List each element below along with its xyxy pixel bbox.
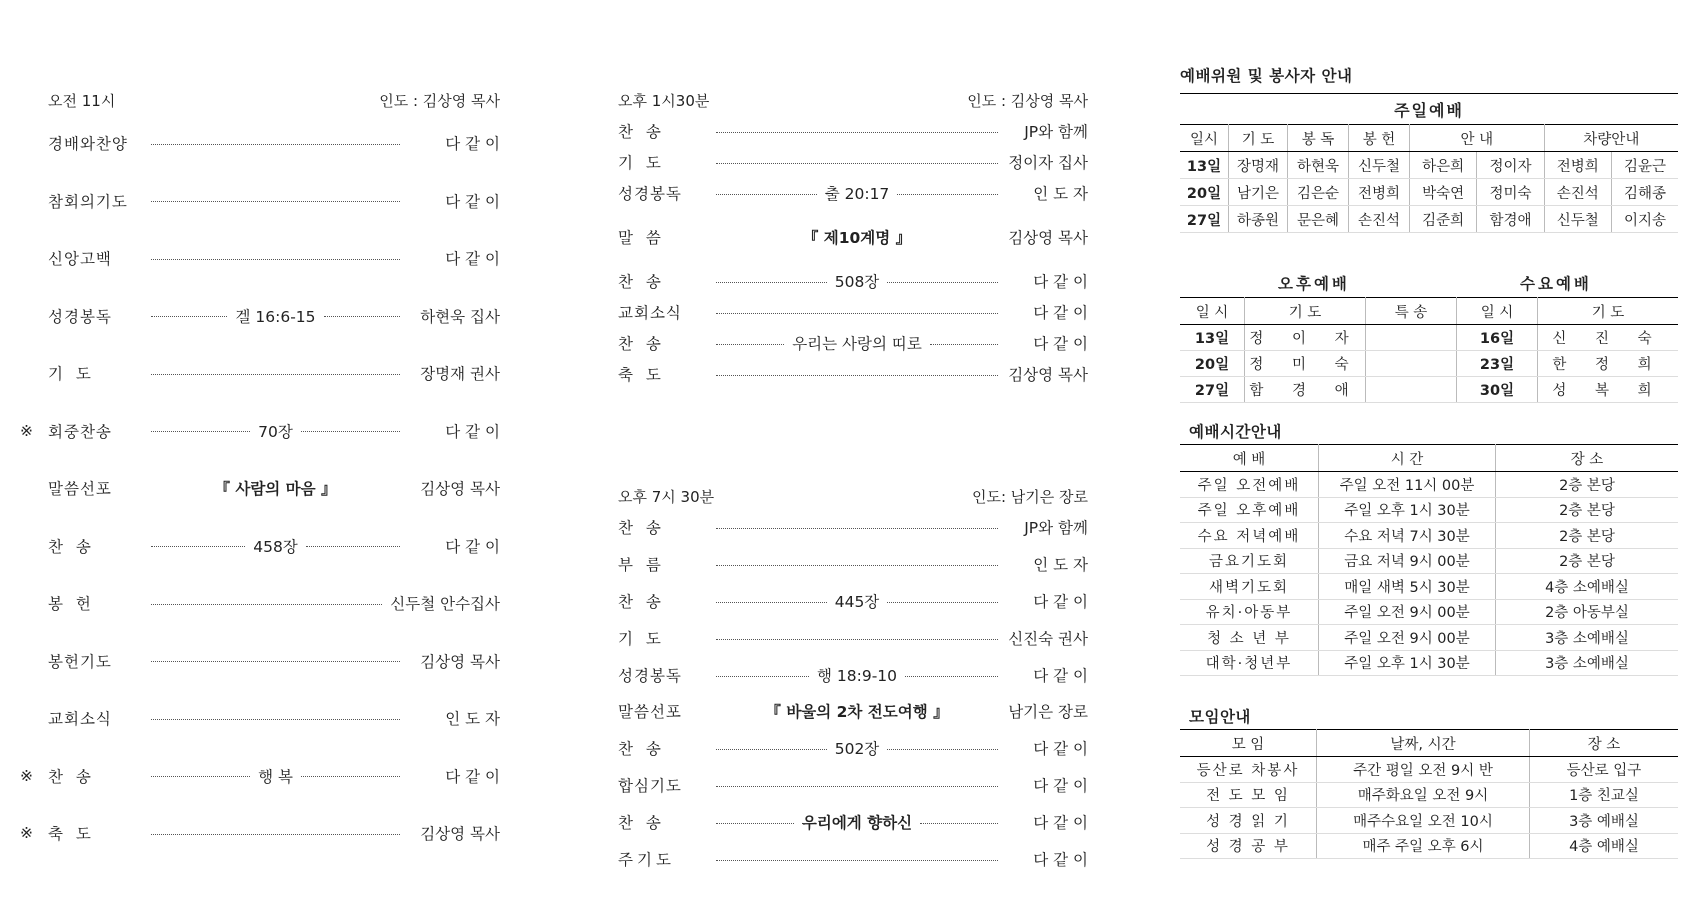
col-time: 시 간 <box>1319 445 1496 472</box>
order-detail: 445장 <box>834 593 880 611</box>
order-person: 다 같 이 <box>1033 814 1088 832</box>
order-label: 봉 헌 <box>48 595 95 613</box>
pm1-time: 오후 1시30분 <box>618 92 710 110</box>
order-person: 인 도 자 <box>445 710 500 728</box>
col-wed-prayer: 기 도 <box>1538 298 1679 325</box>
meeting-cell: 등산로 입구 <box>1530 757 1679 783</box>
leader-dots <box>151 776 250 777</box>
wed-caption: 수요예배 <box>1520 275 1592 293</box>
servant-cell: 하현욱 <box>1288 152 1349 179</box>
servant-cell: 김윤근 <box>1611 152 1678 179</box>
table-row <box>1180 152 1678 179</box>
pm1-service <box>618 84 1088 404</box>
servants-title: 예배위원 및 봉사자 안내 <box>1180 67 1353 85</box>
table-row <box>1180 179 1678 206</box>
pm7-order-row <box>618 737 1088 759</box>
servant-cell: 13일 <box>1180 152 1229 179</box>
servant-cell: 20일 <box>1180 179 1229 206</box>
am-order-row <box>48 592 500 614</box>
pm1-order-row <box>618 270 1088 292</box>
time-cell: 2층 본당 <box>1496 472 1679 498</box>
pm7-header <box>618 486 1088 507</box>
order-person: JP와 함께 <box>1024 123 1088 141</box>
col-wed-date: 일 시 <box>1457 298 1538 325</box>
order-person: 김상영 목사 <box>1008 229 1088 247</box>
afternoon-cell <box>1366 351 1457 377</box>
order-label: 참회의기도 <box>48 192 128 211</box>
servant-cell: 장명재 <box>1229 152 1288 179</box>
meeting-cell: 성 경 읽 기 <box>1180 808 1317 834</box>
afternoon-cell: 정 이 자 <box>1245 325 1366 351</box>
leader-dots <box>151 431 250 432</box>
order-label: 성경봉독 <box>618 185 682 203</box>
leader-dots <box>716 823 794 824</box>
order-label: 성경봉독 <box>618 667 682 685</box>
order-person: 김상영 목사 <box>420 480 500 498</box>
meetings-table <box>1180 729 1678 859</box>
order-person: 다 같 이 <box>1033 740 1088 758</box>
table-row <box>1180 377 1678 403</box>
am-order-row <box>48 650 500 672</box>
am-order-row <box>48 477 500 499</box>
table-row <box>1180 782 1678 808</box>
order-label: 찬 송 <box>618 123 665 141</box>
afternoon-cell <box>1366 377 1457 403</box>
leader-dots <box>716 565 998 566</box>
leader-dots <box>716 375 998 376</box>
time-cell: 주일 오후 1시 30분 <box>1319 497 1496 523</box>
am-header <box>48 90 500 111</box>
pm7-order-row <box>618 627 1088 649</box>
order-person: 다 같 이 <box>445 537 500 556</box>
table-row <box>1180 523 1678 549</box>
servant-cell: 문은혜 <box>1288 206 1349 233</box>
servant-cell: 전병희 <box>1544 152 1611 179</box>
am-order-row <box>20 822 500 844</box>
col-pm-date: 일 시 <box>1180 298 1245 325</box>
col-pm-prayer: 기 도 <box>1245 298 1366 325</box>
table-row <box>1180 472 1678 498</box>
table-row <box>1180 650 1678 676</box>
order-person: 남기은 장로 <box>1008 703 1088 721</box>
pm1-header <box>618 90 1088 111</box>
am-time: 오전 11시 <box>48 92 116 110</box>
order-label: 신앙고백 <box>48 250 112 268</box>
order-label: 회중찬송 <box>48 422 112 441</box>
table-row <box>1180 574 1678 600</box>
order-label: 교회소식 <box>618 304 682 322</box>
servant-cell: 하은희 <box>1410 152 1477 179</box>
leader-dots <box>716 313 998 314</box>
meeting-cell: 매주수요일 오전 10시 <box>1317 808 1530 834</box>
pm1-order-row <box>618 120 1088 142</box>
time-cell: 금요기도회 <box>1180 548 1319 574</box>
order-detail: 우리에게 향하신 <box>801 814 913 832</box>
time-cell: 2층 아동부실 <box>1496 599 1679 625</box>
servant-cell: 정이자 <box>1477 152 1544 179</box>
afternoon-cell: 23일 <box>1457 351 1538 377</box>
time-cell: 2층 본당 <box>1496 523 1679 549</box>
leader-dots <box>301 431 400 432</box>
order-person: 다 같 이 <box>445 422 501 441</box>
order-label: 찬 송 <box>618 593 665 611</box>
order-label: 말 씀 <box>618 229 665 247</box>
order-label: 찬 송 <box>618 740 665 758</box>
meeting-cell: 주간 평일 오전 9시 반 <box>1317 757 1530 783</box>
pm7-order-row <box>618 664 1088 686</box>
order-label: 찬 송 <box>618 273 665 291</box>
leader-dots <box>716 344 784 345</box>
col-datetime: 날짜, 시간 <box>1317 730 1530 757</box>
order-detail: 행 18:9-10 <box>816 667 898 685</box>
time-cell: 주일 오후예배 <box>1180 497 1319 523</box>
order-label: 축 도 <box>618 366 665 384</box>
pm1-order-row <box>618 151 1088 173</box>
order-label: 경배와찬양 <box>48 135 128 153</box>
servant-cell: 남기은 <box>1229 179 1288 206</box>
time-cell: 수요 저녁예배 <box>1180 523 1319 549</box>
time-cell: 주일 오전 11시 00분 <box>1319 472 1496 498</box>
pm1-order-row <box>618 301 1088 323</box>
time-cell: 금요 저녁 9시 00분 <box>1319 548 1496 574</box>
table-row <box>1180 808 1678 834</box>
times-table <box>1180 444 1678 676</box>
pm7-order-row <box>618 590 1088 612</box>
am-order-row <box>48 247 500 269</box>
col-car: 차량안내 <box>1544 125 1678 152</box>
servant-cell: 김해종 <box>1611 179 1678 206</box>
order-person: 김상영 목사 <box>420 652 500 671</box>
afternoon-cell <box>1366 325 1457 351</box>
leader-dots <box>887 749 998 750</box>
leader-dots <box>716 676 809 677</box>
pm7-order-row <box>618 700 1088 722</box>
leader-dots <box>324 316 400 317</box>
order-label: 찬 송 <box>48 537 95 556</box>
col-meeting-place: 장 소 <box>1530 730 1679 757</box>
leader-dots <box>920 823 998 824</box>
servant-cell: 하종원 <box>1229 206 1288 233</box>
order-person: 김상영 목사 <box>1008 366 1088 384</box>
pm7-order-row <box>618 553 1088 575</box>
order-detail: 행 복 <box>258 767 293 786</box>
standing-mark: ※ <box>20 766 33 785</box>
leader-dots <box>151 144 400 145</box>
am-order-row <box>20 765 500 787</box>
afternoon-cell: 정 미 숙 <box>1245 351 1366 377</box>
time-cell: 매일 새벽 5시 30분 <box>1319 574 1496 600</box>
leader-dots <box>151 374 400 375</box>
afternoon-cell: 27일 <box>1180 377 1245 403</box>
time-cell: 수요 저녁 7시 30분 <box>1319 523 1496 549</box>
leader-dots <box>151 201 400 202</box>
leader-dots <box>151 259 400 260</box>
pm1-order-row <box>618 332 1088 354</box>
order-person: 김상영 목사 <box>420 825 500 843</box>
order-label: 교회소식 <box>48 710 112 728</box>
afternoon-cell: 성 복 희 <box>1538 377 1679 403</box>
am-service <box>20 84 501 864</box>
order-label: 주기도 <box>618 851 675 869</box>
order-person: 다 같 이 <box>445 250 500 268</box>
col-meeting: 모 임 <box>1180 730 1317 757</box>
order-detail: 출 20:17 <box>824 185 890 203</box>
time-cell: 3층 소예배실 <box>1496 650 1679 676</box>
meeting-cell: 매주 주일 오후 6시 <box>1317 833 1530 859</box>
order-detail: 겔 16:6-15 <box>235 307 316 326</box>
order-detail: 우리는 사랑의 띠로 <box>792 335 922 353</box>
order-label: 성경봉독 <box>48 307 112 326</box>
meeting-cell: 4층 예배실 <box>1530 833 1679 859</box>
order-person: 인 도 자 <box>1033 556 1088 574</box>
afternoon-cell: 함 경 애 <box>1245 377 1366 403</box>
col-prayer: 기 도 <box>1229 125 1288 152</box>
order-label: 찬 송 <box>618 814 665 832</box>
leader-dots <box>887 602 998 603</box>
servant-cell: 박숙연 <box>1410 179 1477 206</box>
table-row <box>1180 351 1678 377</box>
order-label: 부 름 <box>618 556 665 574</box>
meeting-cell: 전 도 모 임 <box>1180 782 1317 808</box>
leader-dots <box>887 282 998 283</box>
table-row <box>1180 757 1678 783</box>
order-person: 다 같 이 <box>1033 777 1088 795</box>
servant-cell: 전병희 <box>1349 179 1410 206</box>
order-label: 합심기도 <box>618 777 682 795</box>
afternoon-cell: 한 정 희 <box>1538 351 1679 377</box>
sermon-title: 『 바울의 2차 전도여행 』 <box>765 703 949 721</box>
afternoon-table <box>1180 297 1678 403</box>
leader-dots <box>716 786 998 787</box>
servant-cell: 손진석 <box>1544 179 1611 206</box>
order-person: 다 같 이 <box>1033 593 1088 611</box>
order-label: 찬 송 <box>618 335 665 353</box>
times-title: 예배시간안내 <box>1189 423 1282 441</box>
pm7-time: 오후 7시 30분 <box>618 488 715 506</box>
meeting-cell: 3층 예배실 <box>1530 808 1679 834</box>
table-row <box>1180 206 1678 233</box>
order-label: 찬 송 <box>48 767 95 786</box>
order-person: 인 도 자 <box>1033 185 1089 203</box>
table-row <box>1180 497 1678 523</box>
afternoon-cell: 13일 <box>1180 325 1245 351</box>
sermon-title: 『 제10계명 』 <box>802 229 912 247</box>
meeting-cell: 1층 친교실 <box>1530 782 1679 808</box>
time-cell: 대학·청년부 <box>1180 650 1319 676</box>
order-detail: 508장 <box>834 273 880 291</box>
standing-mark: ※ <box>20 421 33 440</box>
leader-dots <box>716 528 998 529</box>
time-cell: 주일 오후 1시 30분 <box>1319 650 1496 676</box>
order-person: 다 같 이 <box>1033 335 1089 353</box>
order-person: 다 같 이 <box>445 767 500 786</box>
table-row <box>1180 548 1678 574</box>
order-person: 다 같 이 <box>1033 851 1088 869</box>
leader-dots <box>151 316 227 317</box>
servant-cell: 김은순 <box>1288 179 1349 206</box>
order-label: 말씀선포 <box>618 703 682 721</box>
servant-cell: 신두철 <box>1349 152 1410 179</box>
servant-cell: 이지송 <box>1611 206 1678 233</box>
leader-dots <box>151 546 245 547</box>
order-person: 신진숙 권사 <box>1008 630 1088 648</box>
leader-dots <box>716 282 827 283</box>
time-cell: 주일 오전 9시 00분 <box>1319 599 1496 625</box>
order-person: 다 같 이 <box>445 192 500 211</box>
order-detail: 70장 <box>258 422 293 441</box>
col-date: 일시 <box>1180 125 1229 152</box>
order-detail: 502장 <box>834 740 880 758</box>
servant-cell: 신두철 <box>1544 206 1611 233</box>
servant-cell: 정미숙 <box>1477 179 1544 206</box>
meeting-cell: 등산로 차봉사 <box>1180 757 1317 783</box>
order-detail: 458장 <box>253 537 298 556</box>
servants-table <box>1180 93 1678 233</box>
standing-mark: ※ <box>20 824 33 842</box>
leader-dots <box>151 604 382 605</box>
leader-dots <box>716 749 827 750</box>
am-order-row <box>48 535 500 557</box>
order-person: 다 같 이 <box>1033 667 1088 685</box>
time-cell: 유치·아동부 <box>1180 599 1319 625</box>
time-cell: 3층 소예배실 <box>1496 625 1679 651</box>
am-order-row <box>48 362 500 384</box>
col-offering: 봉 헌 <box>1349 125 1410 152</box>
meeting-cell: 성 경 공 부 <box>1180 833 1317 859</box>
am-order-row <box>48 190 500 212</box>
order-person: 하현욱 집사 <box>420 307 500 326</box>
time-cell: 2층 본당 <box>1496 548 1679 574</box>
meetings-title: 모임안내 <box>1189 708 1251 726</box>
am-order-row <box>48 707 500 729</box>
order-label: 기 도 <box>48 365 95 383</box>
servant-cell: 함경애 <box>1477 206 1544 233</box>
order-label: 축 도 <box>48 825 95 843</box>
time-cell: 주일 오전 9시 00분 <box>1319 625 1496 651</box>
col-reading: 봉 독 <box>1288 125 1349 152</box>
afternoon-cell: 16일 <box>1457 325 1538 351</box>
leader-dots <box>930 344 998 345</box>
leader-dots <box>716 639 998 640</box>
order-label: 봉헌기도 <box>48 652 112 671</box>
afternoon-cell: 신 진 숙 <box>1538 325 1679 351</box>
order-person: 다 같 이 <box>1033 304 1088 322</box>
pm7-order-row <box>618 811 1088 833</box>
order-person: 다 같 이 <box>445 135 500 153</box>
pm7-service <box>618 486 1088 886</box>
pm1-order-row <box>618 182 1088 204</box>
leader-dots <box>306 546 400 547</box>
pm1-leader: 인도 : 김상영 목사 <box>967 92 1088 110</box>
time-cell: 청 소 년 부 <box>1180 625 1319 651</box>
leader-dots <box>151 661 400 662</box>
am-order-row <box>20 420 501 442</box>
leader-dots <box>716 163 998 164</box>
time-cell: 새벽기도회 <box>1180 574 1319 600</box>
table-row <box>1180 625 1678 651</box>
afternoon-cell: 20일 <box>1180 351 1245 377</box>
order-person: JP와 함께 <box>1024 519 1088 537</box>
pm-caption: 오후예배 <box>1278 275 1350 293</box>
am-leader: 인도 : 김상영 목사 <box>379 92 500 110</box>
col-place: 장 소 <box>1496 445 1679 472</box>
col-pm-special: 특 송 <box>1366 298 1457 325</box>
order-label: 기 도 <box>618 154 665 172</box>
pm7-leader: 인도: 남기은 장로 <box>971 488 1088 506</box>
time-cell: 주일 오전예배 <box>1180 472 1319 498</box>
am-order-row <box>48 305 500 327</box>
am-order-row <box>48 132 500 154</box>
col-service: 예 배 <box>1180 445 1319 472</box>
order-person: 정이자 집사 <box>1008 154 1088 172</box>
pm7-order-row <box>618 516 1088 538</box>
leader-dots <box>151 719 400 720</box>
pm1-order-row <box>618 363 1088 385</box>
servant-cell: 손진석 <box>1349 206 1410 233</box>
pm1-order-row <box>618 226 1088 248</box>
servant-cell: 27일 <box>1180 206 1229 233</box>
table-row <box>1180 325 1678 351</box>
leader-dots <box>301 776 400 777</box>
leader-dots <box>716 194 817 195</box>
leader-dots <box>897 194 998 195</box>
table-row <box>1180 599 1678 625</box>
order-label: 기 도 <box>618 630 665 648</box>
order-person: 신두철 안수집사 <box>390 595 500 613</box>
leader-dots <box>716 602 827 603</box>
sermon-title: 『 사람의 마음 』 <box>214 480 337 498</box>
time-cell: 4층 소예배실 <box>1496 574 1679 600</box>
time-cell: 2층 본당 <box>1496 497 1679 523</box>
pm7-order-row <box>618 848 1088 870</box>
afternoon-cell: 30일 <box>1457 377 1538 403</box>
table-row <box>1180 833 1678 859</box>
sunday-caption: 주일예배 <box>1394 100 1464 120</box>
leader-dots <box>151 834 400 835</box>
meeting-cell: 매주화요일 오전 9시 <box>1317 782 1530 808</box>
leader-dots <box>716 132 998 133</box>
order-person: 다 같 이 <box>1033 273 1088 291</box>
leader-dots <box>905 676 998 677</box>
col-usher: 안 내 <box>1410 125 1545 152</box>
pm7-order-row <box>618 774 1088 796</box>
order-label: 찬 송 <box>618 519 665 537</box>
leader-dots <box>716 860 998 861</box>
order-label: 말씀선포 <box>48 480 112 498</box>
servant-cell: 김준희 <box>1410 206 1477 233</box>
order-person: 장명재 권사 <box>420 365 500 383</box>
